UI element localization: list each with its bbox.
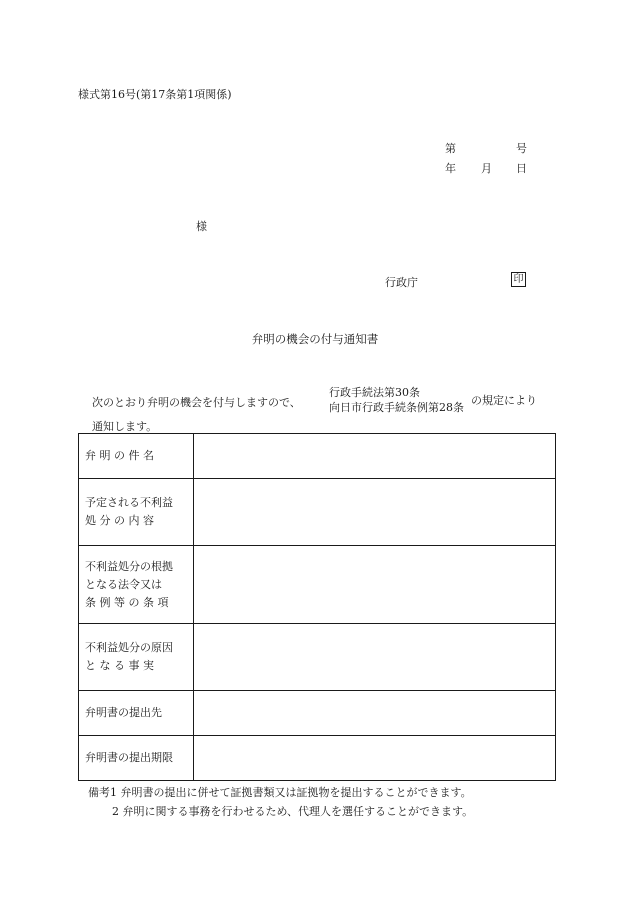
intro-text-after: の規定により — [471, 394, 537, 407]
intro-text-second-line: 通知します。 — [92, 420, 158, 433]
agency-label: 行政庁 — [385, 276, 418, 289]
label-line: 弁 明 の 件 名 — [85, 449, 154, 462]
label-line: 不利益処分の原因 — [85, 641, 173, 654]
law-option-2: 向日市行政手続条例第28条 — [329, 401, 464, 414]
label-line: 弁明書の提出先 — [85, 706, 162, 719]
row-label-planned-disposition — [79, 479, 194, 546]
addressee-suffix: 様 — [196, 220, 207, 233]
row-value-matter[interactable] — [194, 434, 556, 479]
label-line: と な る 事 実 — [85, 659, 154, 672]
table-row-cause-facts — [79, 624, 556, 691]
date-year-label: 年 — [445, 162, 456, 175]
table-row-planned-disposition — [79, 479, 556, 546]
table-row-submission-to — [79, 691, 556, 736]
date-day-label: 日 — [516, 162, 527, 175]
label-line: となる法令又は — [85, 577, 162, 591]
label-line: 処 分 の 内 容 — [85, 514, 154, 527]
row-label-submission-deadline — [79, 736, 194, 781]
label-line: 条 例 等 の 条 項 — [85, 595, 169, 609]
row-value-legal-basis[interactable] — [194, 546, 556, 624]
table-row-matter — [79, 434, 556, 479]
row-label-submission-to — [79, 691, 194, 736]
row-value-planned-disposition[interactable] — [194, 479, 556, 546]
label-line: 不利益処分の根拠 — [85, 559, 173, 573]
intro-text-before: 次のとおり弁明の機会を付与しますので、 — [92, 396, 301, 409]
notice-table — [78, 433, 556, 781]
document-number-prefix: 第 — [445, 142, 456, 155]
row-value-submission-deadline[interactable] — [194, 736, 556, 781]
table-row-legal-basis — [79, 546, 556, 624]
row-label-legal-basis — [79, 546, 194, 624]
seal-mark: 印 — [511, 272, 526, 287]
row-value-cause-facts[interactable] — [194, 624, 556, 691]
note-2: 2 弁明に関する事務を行わせるため、代理人を選任することができます。 — [112, 805, 474, 818]
table-row-submission-deadline — [79, 736, 556, 781]
label-line: 弁明書の提出期限 — [85, 751, 173, 764]
row-label-matter — [79, 434, 194, 479]
document-number-suffix: 号 — [516, 142, 527, 155]
form-number: 様式第16号(第17条第1項関係) — [78, 88, 232, 101]
document-title: 弁明の機会の付与通知書 — [251, 332, 379, 346]
date-month-label: 月 — [481, 162, 492, 175]
note-1: 備考1 弁明書の提出に併せて証拠書類又は証拠物を提出することができます。 — [88, 786, 472, 799]
label-line: 予定される不利益 — [85, 496, 173, 509]
row-label-cause-facts — [79, 624, 194, 691]
row-value-submission-to[interactable] — [194, 691, 556, 736]
law-option-1: 行政手続法第30条 — [329, 386, 420, 399]
